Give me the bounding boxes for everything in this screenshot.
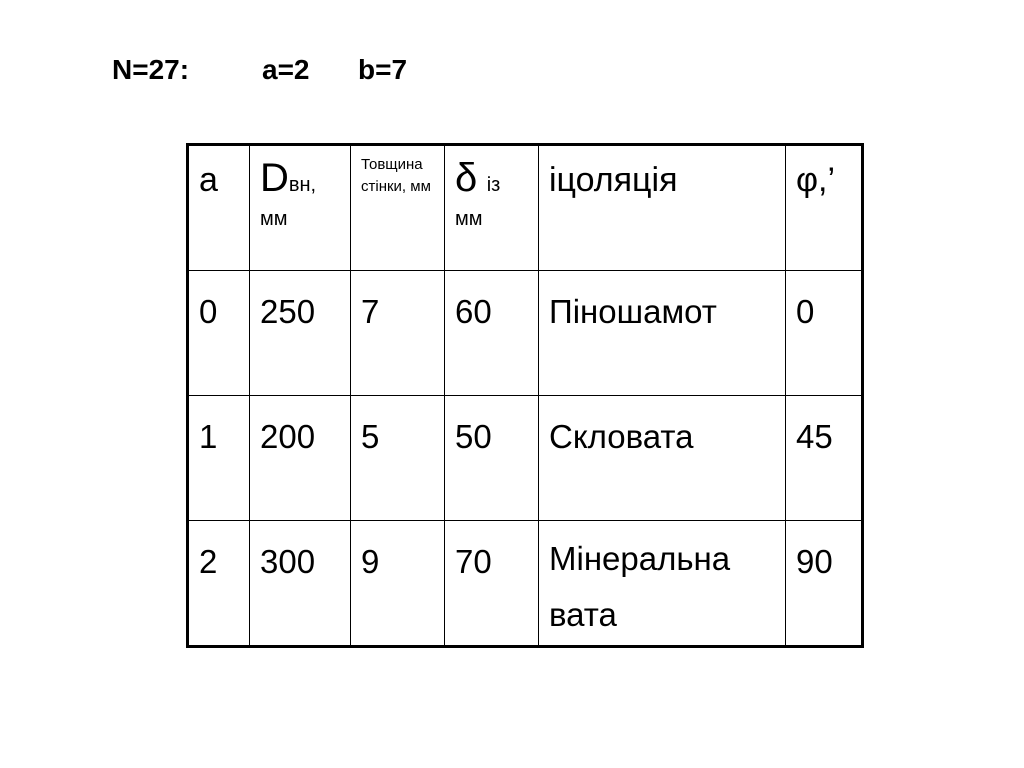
cell-diameter-value: 300 [260, 543, 316, 580]
header-diameter-unit: мм [260, 208, 288, 230]
cell-diameter-value: 250 [260, 293, 316, 330]
header-delta-label [445, 146, 538, 205]
table-row [188, 396, 863, 521]
header-cell-a [188, 145, 250, 271]
header-phi-label: φ,’ [796, 161, 836, 199]
heading-variant-number: N=27: [112, 54, 190, 85]
cell-delta-value: 70 [455, 543, 492, 580]
header-insulation-label: іцоляція [549, 161, 678, 199]
cell-insulation-value: Мінеральна вата [549, 540, 731, 633]
header-cell-diameter [250, 145, 351, 271]
table-row [188, 521, 863, 647]
cell-insulation [539, 521, 786, 647]
cell-phi [786, 396, 863, 521]
cell-wall [351, 271, 445, 396]
cell-a [188, 396, 250, 521]
table-row [188, 271, 863, 396]
cell-a [188, 521, 250, 647]
cell-wall-value: 5 [361, 418, 380, 455]
cell-diameter [250, 271, 351, 396]
cell-phi-value: 90 [796, 543, 833, 580]
cell-wall-value: 9 [361, 543, 380, 580]
header-cell-delta [445, 145, 539, 271]
cell-phi-value: 45 [796, 418, 833, 455]
cell-a [188, 271, 250, 396]
cell-diameter [250, 521, 351, 647]
header-diameter-label [250, 146, 350, 205]
header-a-label: а [199, 161, 218, 199]
heading-parameter-b: b=7 [358, 54, 408, 85]
header-delta-main: δ [455, 156, 478, 200]
cell-diameter-value: 200 [260, 418, 316, 455]
cell-insulation [539, 271, 786, 396]
cell-delta [445, 396, 539, 521]
heading-parameter-a: a=2 [262, 54, 310, 85]
cell-wall [351, 521, 445, 647]
cell-diameter [250, 396, 351, 521]
header-delta-unit: мм [455, 208, 483, 230]
parameters-table [186, 143, 864, 648]
cell-delta-value: 60 [455, 293, 492, 330]
cell-a-value: 1 [199, 418, 218, 455]
cell-delta [445, 521, 539, 647]
cell-delta-value: 50 [455, 418, 492, 455]
header-delta-sub: із [486, 174, 501, 196]
cell-wall [351, 396, 445, 521]
cell-insulation-value: Скловата [549, 418, 694, 455]
cell-phi-value: 0 [796, 293, 815, 330]
cell-insulation-value: Піношамот [549, 293, 717, 330]
cell-phi [786, 271, 863, 396]
table-header-row [188, 145, 863, 271]
header-diameter-sub: вн, [288, 174, 317, 196]
header-wall-label: Товщина стінки, мм [361, 156, 431, 195]
cell-a-value: 2 [199, 543, 218, 580]
cell-a-value: 0 [199, 293, 218, 330]
cell-phi [786, 521, 863, 647]
cell-wall-value: 7 [361, 293, 380, 330]
cell-insulation [539, 396, 786, 521]
cell-delta [445, 271, 539, 396]
header-cell-phi [786, 145, 863, 271]
header-cell-insulation [539, 145, 786, 271]
header-cell-wall [351, 145, 445, 271]
header-diameter-main: D [260, 156, 289, 200]
